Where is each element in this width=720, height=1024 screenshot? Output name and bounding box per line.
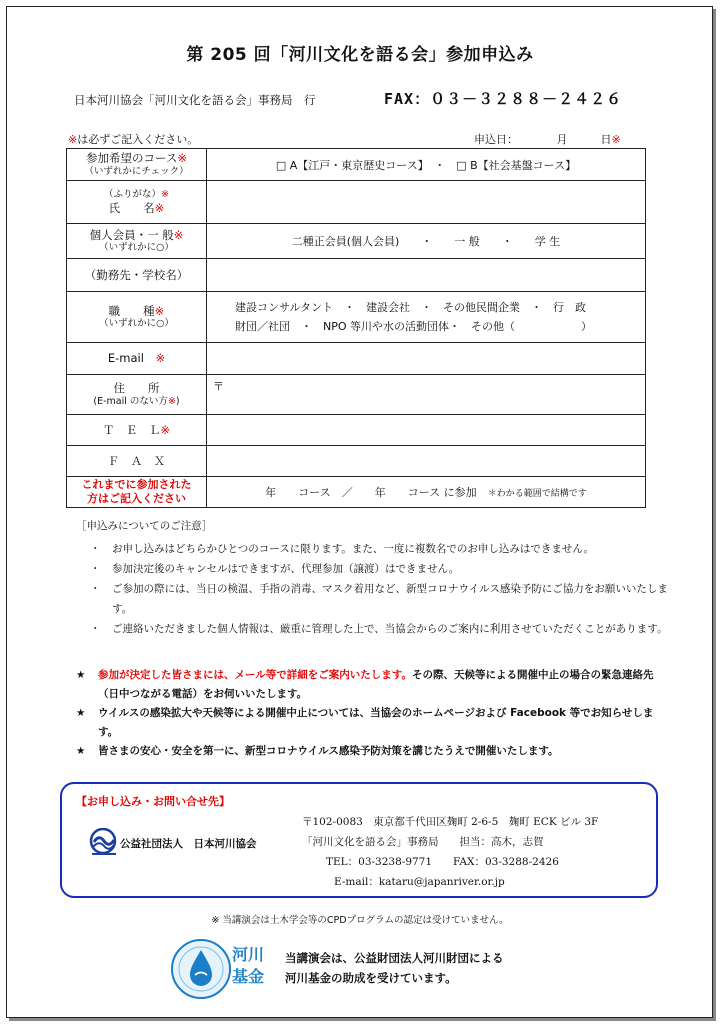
organization-name: 公益社団法人 日本河川協会 (120, 838, 257, 850)
fax-label-cell (67, 446, 207, 477)
required-note-text: は必ずご記入ください。 (77, 133, 199, 146)
addressee: 日本河川協会「河川文化を語る会」事務局 行 (74, 93, 316, 107)
star-icon: ★ (76, 745, 86, 757)
fax-field[interactable] (207, 446, 646, 477)
past-label-cell (67, 477, 207, 508)
address-sub-label: (E-mail のない方 (93, 395, 168, 407)
fund-wordmark (232, 944, 264, 988)
required-mark: ※ (173, 227, 184, 242)
note-item: ・ お申し込みはどちらかひとつのコースに限ります。また、一度に複数名でのお申し込みはできません。 (90, 543, 595, 555)
course-sub-label: （いずれかにチェック） (84, 165, 189, 177)
email-label-cell (67, 343, 207, 375)
job-options-line2: 財団／社団 ・ NPO 等川や水の活動団体・ その他（ ） (235, 320, 593, 333)
required-mark: ※ (160, 422, 171, 437)
form-row-past (67, 477, 646, 508)
application-date (474, 131, 621, 147)
form-row-address (67, 375, 646, 415)
required-mark: ※ (177, 151, 188, 166)
required-mark: ※ (154, 200, 165, 215)
member-label: 個人会員・一 般 (89, 227, 174, 242)
notes-list (76, 539, 676, 639)
company-label: （勤務先・学校名） (84, 267, 189, 282)
contact-phones: TEL：03-3238-9771 FAX：03-3288-2426 (326, 856, 559, 868)
note-item: ・ ご連絡いただきました個人情報は、厳重に管理した上で、当協会からのご案内に利用させていただくことがあります。 (90, 623, 668, 635)
job-label-cell (67, 292, 207, 343)
fund-description-line1: 当講演会は、公益財団法人河川財団による (285, 951, 504, 965)
form-row-email (67, 343, 646, 375)
form-row-course (67, 149, 646, 181)
contact-email[interactable]: E-mail：kataru@japanriver.or.jp (334, 876, 505, 888)
company-label-cell (67, 259, 207, 292)
fund-wordmark-top: 河川 (232, 945, 265, 964)
job-options[interactable] (207, 292, 646, 343)
fax-number: FAX：０３－３２８８－２４２６ (384, 90, 623, 108)
address-field[interactable] (207, 375, 646, 415)
course-label-cell (67, 149, 207, 181)
form-row-fax (67, 446, 646, 477)
job-sub-label: （いずれかに○） (99, 318, 174, 330)
contact-office: 「河川文化を語る会」事務局 担当：高木，志賀 (302, 836, 544, 848)
required-mark: ※ (154, 303, 165, 318)
required-mark: ※ (68, 133, 78, 146)
past-label-line1: これまでに参加された (81, 478, 192, 492)
tel-field[interactable] (207, 415, 646, 446)
river-association-logo-icon (88, 828, 120, 856)
company-field[interactable] (207, 259, 646, 292)
notice-item: ★ 参加が決定した皆さまには、メール等で詳細をご案内いたします。その際、天候等による開催中止の場合の緊急連絡先（日中つながる電話）をお伺いいたします。 (76, 666, 666, 704)
email-field[interactable] (207, 343, 646, 375)
tel-label-cell (67, 415, 207, 446)
fund-wordmark-bottom: 基金 (232, 967, 265, 986)
course-options[interactable]: □ A【江戸・東京歴史コース】 ・ □ B【社会基盤コース】 (207, 149, 646, 181)
job-label: 職 種 (108, 303, 155, 318)
furigana-label: （ふりがな） (104, 188, 162, 200)
fax-label: Ｆ Ａ Ｘ (107, 453, 166, 468)
form-row-company (67, 259, 646, 292)
river-fund-logo-icon (170, 938, 232, 1000)
important-notices (76, 666, 666, 761)
fund-description (285, 948, 504, 988)
form-row-name (67, 181, 646, 224)
required-mark: ※ (167, 395, 176, 407)
past-participation-note: ＊わかる範囲で結構です (487, 489, 587, 499)
past-participation-field[interactable] (207, 477, 646, 508)
contact-box (60, 782, 658, 898)
member-label-cell (67, 224, 207, 259)
name-label-cell (67, 181, 207, 224)
required-mark: ※ (611, 133, 621, 146)
application-date-label[interactable]: 申込日： 月 日 (474, 133, 612, 146)
star-icon: ★ (76, 669, 86, 681)
note-item: ・ ご参加の際には、当日の検温、手指の消毒、マスク着用など、新型コロナウイルス感染予防にご協力をお願いいたします。 (90, 583, 668, 615)
notice-highlight: 参加が決定した皆さまには、メール等で詳細をご案内いたします。 (98, 669, 412, 681)
cpd-note: ※ 当講演会は土木学会等のCPDプログラムの認定は受けていません。 (211, 915, 509, 926)
past-label-line2: 方はご記入ください (87, 492, 186, 505)
form-row-tel (67, 415, 646, 446)
required-note (68, 131, 198, 147)
past-participation-text: 年 コース ／ 年 コース に参加 (265, 486, 477, 499)
form-row-job (67, 292, 646, 343)
address-label: 住 所 (113, 381, 160, 396)
member-sub-label: （いずれかに○） (99, 242, 174, 254)
member-options[interactable]: 二種正会員(個人会員) ・ 一 般 ・ 学 生 (207, 224, 646, 259)
application-form (66, 148, 646, 508)
page-title: 第 205 回「河川文化を語る会」参加申込み (186, 45, 534, 65)
email-label: E-mail (107, 351, 144, 366)
name-field[interactable] (207, 181, 646, 224)
notice-item: ★ 皆さまの安心・安全を第一に、新型コロナウイルス感染予防対策を講じたうえで開催いたします。 (76, 742, 666, 761)
star-icon: ★ (76, 707, 86, 719)
form-row-member (67, 224, 646, 259)
contact-details (302, 812, 598, 892)
application-notes (76, 518, 676, 639)
contact-title: 【お申し込み・お問い合せ先】 (76, 795, 230, 808)
postal-mark: 〒 (213, 380, 224, 393)
notes-heading: ［申込みについてのご注意］ (76, 520, 213, 532)
note-item: ・ 参加決定後のキャンセルはできますが、代理参加（譲渡）はできません。 (90, 563, 460, 575)
required-mark: ※ (155, 351, 166, 366)
notice-item: ★ ウイルスの感染拡大や天候等による開催中止については、当協会のホームページおよび Facebook 等でお知らせします。 (76, 704, 666, 742)
course-label: 参加希望のコース (85, 151, 178, 166)
name-label: 氏 名 (108, 200, 155, 215)
contact-address: 〒102-0083 東京都千代田区麹町 2-6-5 麹町 ECK ビル 3F (302, 816, 599, 828)
required-mark: ※ (161, 188, 169, 200)
job-options-line1: 建設コンサルタント ・ 建設会社 ・ その他民間企業 ・ 行 政 (235, 300, 587, 314)
address-label-cell: 住 所 (E-mail のない方※) (67, 375, 207, 415)
fund-description-line2: 河川基金の助成を受けています。 (285, 971, 457, 985)
tel-label: Ｔ Ｅ Ｌ (102, 422, 161, 437)
